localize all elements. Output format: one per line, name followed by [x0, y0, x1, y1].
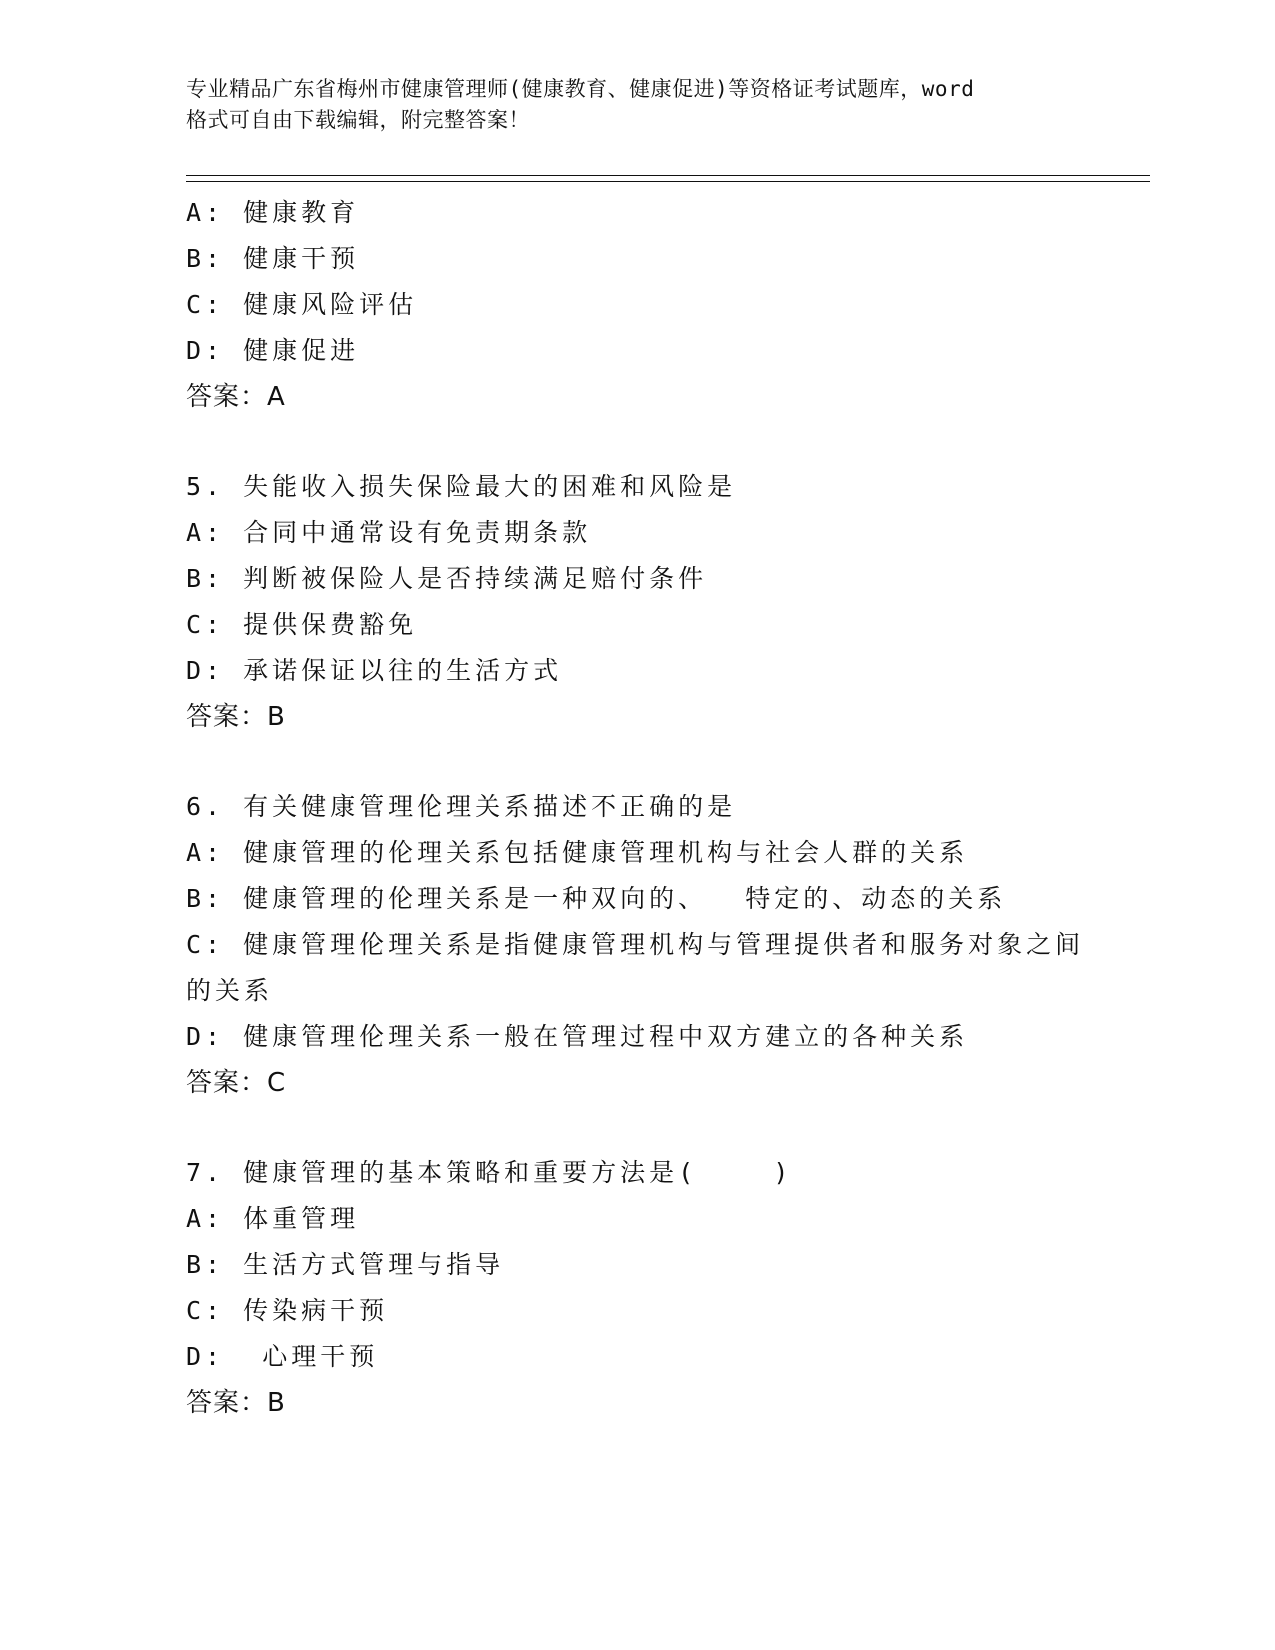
option-b: B: 健康干预: [186, 244, 360, 273]
question-7-block: [186, 1150, 1086, 1426]
option-c-continued: 的关系: [186, 976, 274, 1005]
option-a: A: 健康管理的伦理关系包括健康管理机构与社会人群的关系: [186, 838, 969, 867]
answer-line: 答案：C: [186, 1068, 287, 1098]
header-rule-top: [186, 175, 1150, 176]
question-text: 7. 健康管理的基本策略和重要方法是( ): [186, 1158, 793, 1187]
option-d: D: 健康管理伦理关系一般在管理过程中双方建立的各种关系: [186, 1022, 969, 1051]
answer-line: 答案：A: [186, 382, 286, 412]
option-b: B: 生活方式管理与指导: [186, 1250, 505, 1279]
option-d: D: 健康促进: [186, 336, 360, 365]
question-6-block: [186, 784, 1086, 1106]
option-c: C: 传染病干预: [186, 1296, 389, 1325]
spacer: [186, 420, 1086, 464]
header-line-2: 格式可自由下载编辑，附完整答案！: [186, 108, 530, 132]
answer-line: 答案：B: [186, 702, 286, 732]
document-header: [186, 74, 1086, 136]
spacer: [186, 740, 1086, 784]
spacer: [186, 1106, 1086, 1150]
option-c: C: 提供保费豁免: [186, 610, 418, 639]
option-d: D: 承诺保证以往的生活方式: [186, 656, 563, 685]
answer-line: 答案：B: [186, 1388, 286, 1418]
header-rule-bottom: [186, 181, 1150, 182]
option-a: A: 健康教育: [186, 198, 360, 227]
header-line-1: 专业精品广东省梅州市健康管理师(健康教育、健康促进)等资格证考试题库，word: [186, 77, 975, 101]
option-c: C: 健康风险评估: [186, 290, 418, 319]
option-a: A: 体重管理: [186, 1204, 360, 1233]
question-list: [186, 190, 1086, 1426]
option-d: D: 心理干预: [186, 1342, 379, 1371]
option-a: A: 合同中通常设有免责期条款: [186, 518, 592, 547]
option-c: C: 健康管理伦理关系是指健康管理机构与管理提供者和服务对象之间: [186, 930, 1085, 959]
question-text: 5. 失能收入损失保险最大的困难和风险是: [186, 472, 737, 501]
question-text: 6. 有关健康管理伦理关系描述不正确的是: [186, 792, 737, 821]
question-5-block: [186, 464, 1086, 740]
option-b: B: 健康管理的伦理关系是一种双向的、 特定的、动态的关系: [186, 884, 1007, 913]
option-b: B: 判断被保险人是否持续满足赔付条件: [186, 564, 708, 593]
question-4-block: [186, 190, 1086, 420]
